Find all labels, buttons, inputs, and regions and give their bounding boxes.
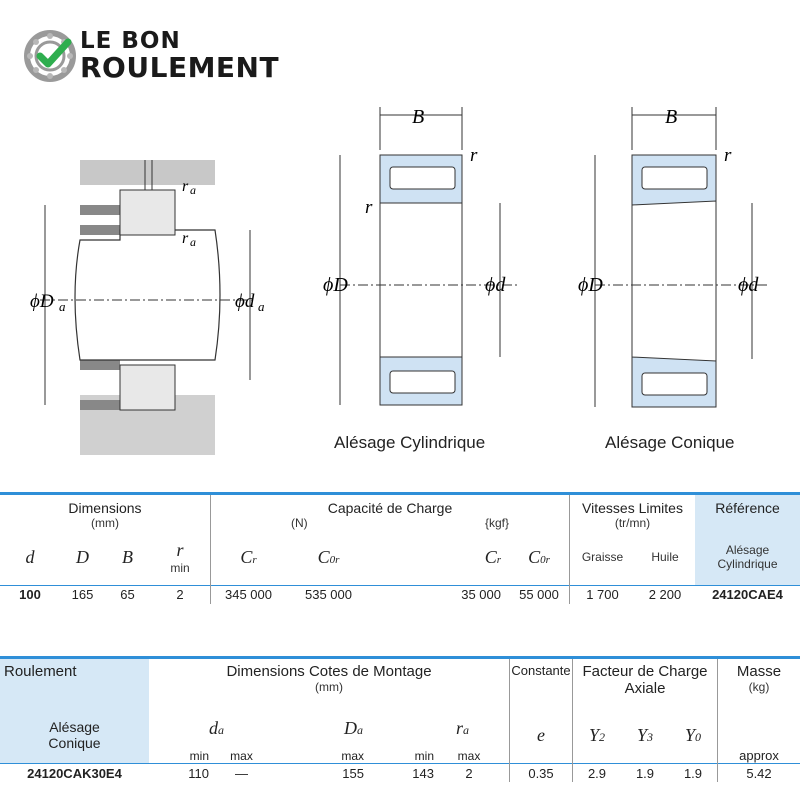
ref-sub2: Cylindrique [717,557,778,572]
y3-symbol: Y [636,724,647,745]
mm-unit-2: (mm) [315,680,343,694]
da-symbol: d [209,717,218,738]
constante-header: Constante [510,658,573,708]
Da-sub: a [357,722,363,737]
cylindrical-caption: Alésage Cylindrique [334,433,486,452]
axiale-header: Axiale [624,680,666,697]
svg-text:a: a [59,299,66,314]
svg-text:r: r [724,145,732,166]
cell-da-max: — [235,765,248,781]
y0-sub: 0 [695,729,701,744]
alesage-label: Alésage [49,719,100,736]
svg-text:B: B [412,106,425,128]
brand-logo [24,26,304,86]
cell-masse: 5.42 [718,764,800,783]
svg-text:a: a [190,235,196,249]
cell-y3: 1.9 [635,765,655,781]
table-row [0,585,800,604]
masse-header: Masse [736,663,782,680]
svg-text:B: B [665,106,678,128]
svg-text:r: r [182,230,189,247]
col-c0r-kgf: C [528,546,541,567]
col-r-min: min [170,560,190,575]
col-cr-kgf: C [484,546,497,567]
svg-text:a: a [258,299,265,314]
cylindrical-bore-drawing [323,106,520,405]
Da-label: ϕD [30,291,54,312]
da-label: ϕd [235,291,255,312]
sub-r: r [252,553,257,566]
svg-text:r: r [182,178,189,195]
cell-c0r-kgf: 55 000 [519,587,559,602]
dim-cotes-header: Dimensions Cotes de Montage [226,663,432,680]
svg-text:ϕd: ϕd [738,274,759,296]
svg-text:r: r [365,197,373,218]
col-D: D [76,546,89,567]
y3-sub: 3 [647,729,653,744]
cell-c0r-n: 535 000 [305,587,352,602]
trmn-unit: (tr/mn) [614,516,651,530]
Da-symbol: D [344,717,357,738]
conique-label: Conique [48,735,101,752]
svg-text:ϕD: ϕD [323,274,348,296]
conical-caption: Alésage Conique [605,433,735,452]
kgf-unit: {kgf} [484,516,509,530]
col-huile: Huile [651,550,679,565]
svg-text:ϕd: ϕd [485,274,506,296]
col-cr: C [240,546,253,567]
da-max-label: max [230,749,253,763]
capacity-header: Capacité de Charge [327,500,453,516]
reference-header: Référence [695,494,800,531]
cell-D: 165 [71,587,94,602]
y0-symbol: Y [684,724,695,745]
bearing-check-icon [24,30,78,84]
cell-y2: 2.9 [573,764,622,783]
n-unit: (N) [291,516,308,530]
col-c0r: C [317,546,330,567]
sub-0r: 0r [329,553,340,566]
cell-B: 65 [120,587,135,602]
ra-max-label: max [457,749,481,763]
ra-symbol: r [456,717,464,738]
cell-ref-2: 24120CAK30E4 [27,765,122,781]
cell-d: 100 [19,587,41,602]
cell-da-min: 110 [188,765,209,781]
facteur-header: Facteur de Charge [582,663,708,680]
brand-line2: ROULEMENT [80,51,280,84]
cell-cr-kgf: 35 000 [461,587,501,602]
cell-Da-min: 143 [412,765,434,781]
col-graisse: Graisse [570,530,636,585]
col-B: B [122,546,133,567]
mm-unit: (mm) [91,516,119,530]
col-d: d [25,546,35,567]
spec-table-1 [0,492,800,604]
svg-text:ϕD: ϕD [578,274,603,296]
sub-r-kgf: r [496,553,501,566]
table-row [0,764,800,783]
kg-unit: (kg) [748,680,770,694]
cell-ra-max: 2 [465,765,473,781]
roulement-header: Roulement [0,658,149,708]
y2-symbol: Y [588,724,599,745]
col-r: r [176,539,184,560]
brand-line1: LE BON [80,28,181,54]
bearing-drawings [0,95,800,475]
da-sub: a [218,722,224,737]
Da-min-label: min [414,749,434,763]
cell-y0: 1.9 [683,765,703,781]
technical-drawing [0,95,800,475]
spec-table-2 [0,656,800,782]
cell-cr-n: 345 000 [211,585,287,604]
conical-bore-drawing [578,106,770,407]
ra-sub: a [463,722,470,737]
cell-graisse: 1 700 [570,585,636,604]
speed-header: Vitesses Limites [582,500,683,516]
dimensions-header: Dimensions [68,500,142,516]
da-min-label: min [189,749,209,763]
cell-r: 2 [176,587,184,602]
Da-max-label: max [341,749,364,763]
mounting-drawing [30,160,265,455]
svg-text:r: r [470,145,478,166]
y2-sub: 2 [599,729,605,744]
approx-label: approx [718,708,800,764]
cell-e: 0.35 [510,764,573,783]
sub-0r-kgf: 0r [540,553,550,566]
svg-text:a: a [190,183,196,197]
cell-Da-max: 155 [342,765,364,781]
ref-sub1: Alésage [725,543,770,558]
cell-huile: 2 200 [648,587,682,602]
e-symbol: e [510,708,573,764]
cell-ref: 24120CAE4 [712,587,783,602]
